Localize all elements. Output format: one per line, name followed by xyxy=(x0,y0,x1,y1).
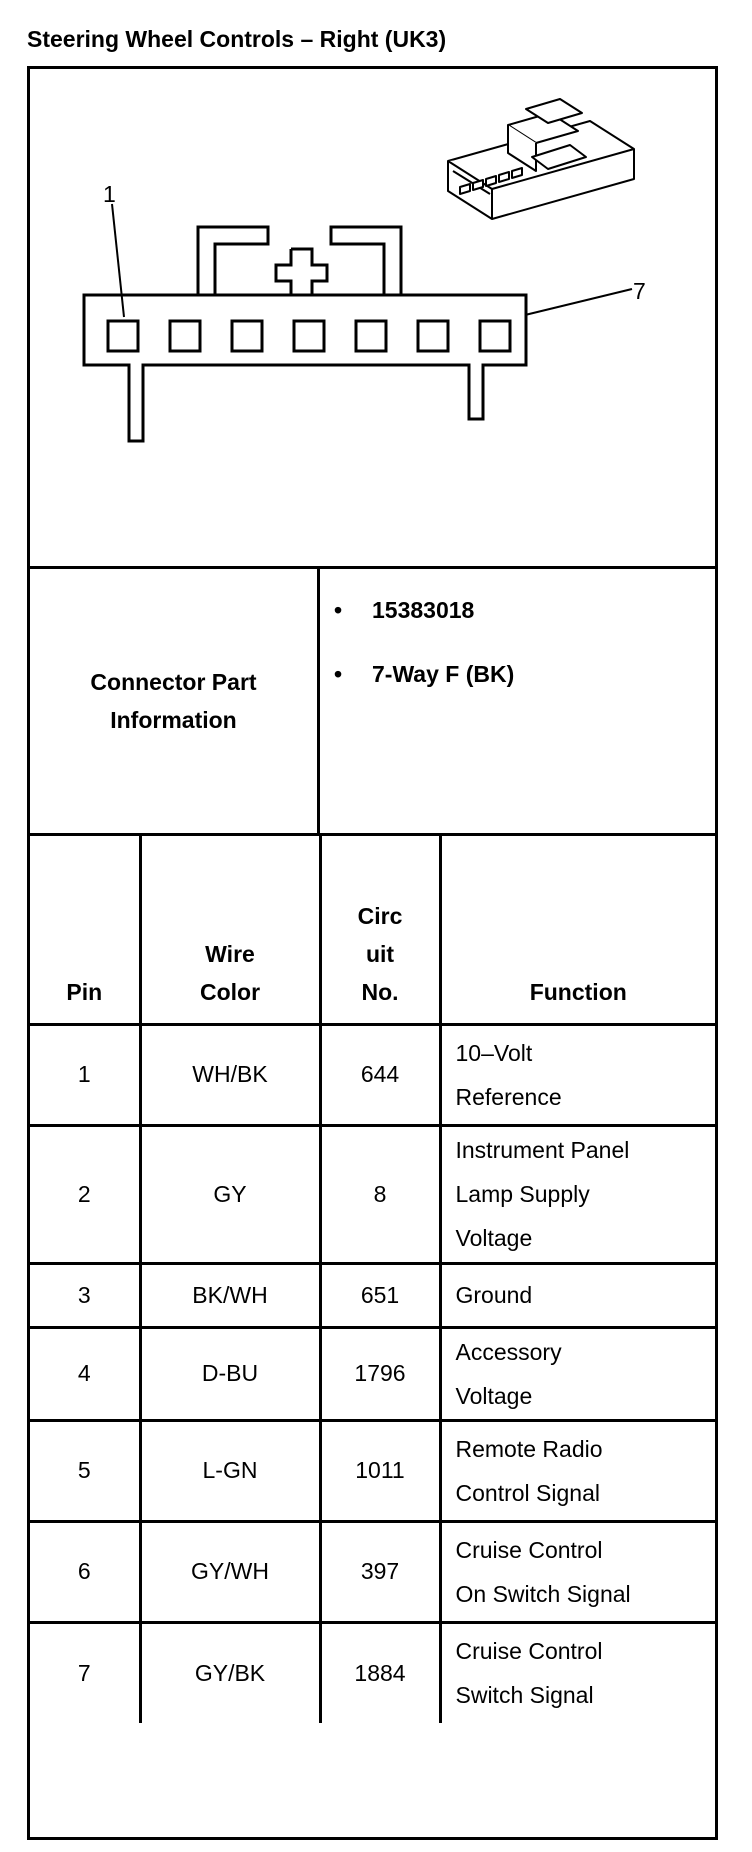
function-line: Switch Signal xyxy=(455,1682,594,1709)
cell-pin: 1 xyxy=(30,1024,140,1125)
pin-slot-5 xyxy=(356,321,386,351)
table-row xyxy=(30,1521,715,1622)
pin-slot-2 xyxy=(170,321,200,351)
connector-diagram xyxy=(30,69,715,569)
pin-7-label: 7 xyxy=(633,278,646,304)
page-title: Steering Wheel Controls – Right (UK3) xyxy=(27,26,447,52)
pin-1-label: 1 xyxy=(103,181,116,207)
pin-slot-3 xyxy=(232,321,262,351)
table-row xyxy=(30,1420,715,1521)
pin-slot-1 xyxy=(108,321,138,351)
header-pin: Pin xyxy=(30,836,140,1024)
cell-circuit-no: 644 xyxy=(320,1024,440,1125)
latch-right xyxy=(331,227,401,299)
function-line: Remote Radio xyxy=(455,1435,603,1462)
function-line: Cruise Control xyxy=(455,1638,603,1665)
table-row xyxy=(30,1327,715,1420)
cell-wire-color: GY xyxy=(140,1125,320,1263)
cell-circuit-no: 1796 xyxy=(320,1327,440,1420)
cell-function xyxy=(440,1263,715,1327)
latch-center xyxy=(276,249,327,299)
connector-frame xyxy=(27,66,718,1840)
connector-drawing xyxy=(30,69,715,566)
cell-pin: 6 xyxy=(30,1521,140,1622)
function-line: Cruise Control xyxy=(455,1536,603,1563)
cell-circuit-no: 651 xyxy=(320,1263,440,1327)
latch-left xyxy=(198,227,268,299)
pin7-leader-line xyxy=(525,289,632,315)
function-line: Instrument Panel xyxy=(455,1137,630,1163)
pin-table-header-row xyxy=(30,836,715,1024)
function-line: Accessory xyxy=(455,1338,562,1365)
function-line: Ground xyxy=(455,1282,533,1308)
header-circuit-no: Circ uit No. xyxy=(320,836,440,1024)
function-line: Reference xyxy=(455,1083,562,1110)
connector-description xyxy=(334,661,514,688)
connector-part-info xyxy=(30,569,715,836)
table-row xyxy=(30,1263,715,1327)
table-row xyxy=(30,1622,715,1723)
cell-wire-color: L-GN xyxy=(140,1420,320,1521)
header-wire-color: Wire Color xyxy=(140,836,320,1024)
connector-info-label-line2: Information xyxy=(110,707,237,733)
bullet-icon: • xyxy=(334,597,343,623)
cell-function xyxy=(440,1420,715,1521)
function-line: On Switch Signal xyxy=(455,1580,631,1607)
connector-info-list xyxy=(320,569,715,833)
cell-pin: 2 xyxy=(30,1125,140,1263)
header-function: Function xyxy=(440,836,715,1024)
cell-circuit-no: 397 xyxy=(320,1521,440,1622)
function-line: 10–Volt xyxy=(455,1039,533,1066)
cell-function xyxy=(440,1622,715,1723)
pin-slot-4 xyxy=(294,321,324,351)
part-number-text: 15383018 xyxy=(372,597,475,623)
cell-wire-color: BK/WH xyxy=(140,1263,320,1327)
cell-circuit-no: 1011 xyxy=(320,1420,440,1521)
connector-part-number xyxy=(334,597,474,624)
cell-wire-color: GY/BK xyxy=(140,1622,320,1723)
bullet-icon: • xyxy=(334,661,343,687)
cell-function xyxy=(440,1024,715,1125)
connector-info-label xyxy=(30,569,320,833)
connector-description-text: 7-Way F (BK) xyxy=(372,661,515,687)
function-line: Voltage xyxy=(455,1225,533,1251)
cell-function xyxy=(440,1521,715,1622)
pin-slot-7 xyxy=(480,321,510,351)
cell-circuit-no: 8 xyxy=(320,1125,440,1263)
function-line: Lamp Supply xyxy=(455,1181,590,1207)
cell-wire-color: WH/BK xyxy=(140,1024,320,1125)
connector-thumbnail-icon xyxy=(448,99,634,219)
cell-pin: 5 xyxy=(30,1420,140,1521)
cell-pin: 7 xyxy=(30,1622,140,1723)
cell-circuit-no: 1884 xyxy=(320,1622,440,1723)
connector-body xyxy=(84,295,526,441)
cell-wire-color: D-BU xyxy=(140,1327,320,1420)
pin-table xyxy=(30,836,715,1723)
cell-function xyxy=(440,1125,715,1263)
table-row xyxy=(30,1125,715,1263)
function-line: Voltage xyxy=(455,1382,533,1409)
cell-pin: 3 xyxy=(30,1263,140,1327)
cell-wire-color: GY/WH xyxy=(140,1521,320,1622)
function-line: Control Signal xyxy=(455,1479,600,1506)
cell-pin: 4 xyxy=(30,1327,140,1420)
cell-function xyxy=(440,1327,715,1420)
table-row xyxy=(30,1024,715,1125)
pin-slot-6 xyxy=(418,321,448,351)
connector-info-label-line1: Connector Part xyxy=(90,669,257,695)
